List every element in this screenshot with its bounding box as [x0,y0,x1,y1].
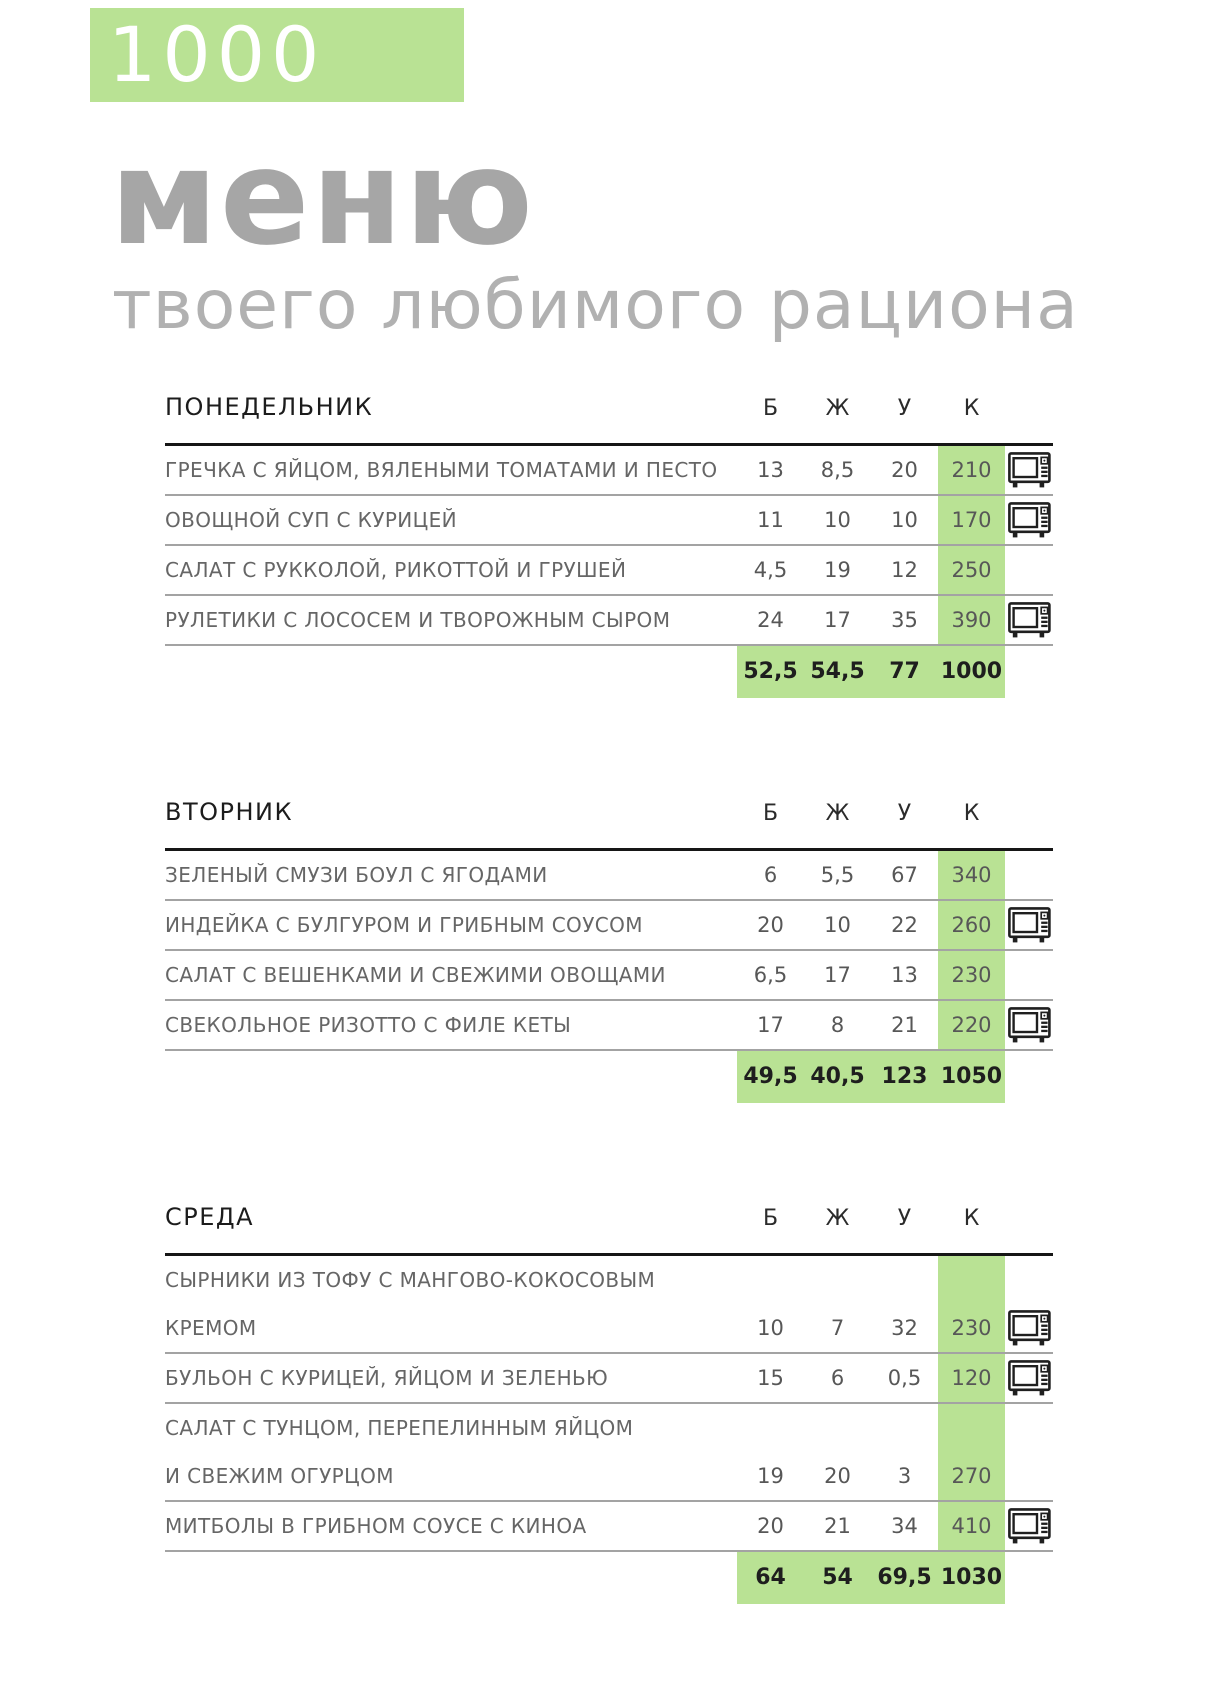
day-header [165,393,1053,421]
value-calories: 220 [951,1013,992,1038]
dish-name-line: ГРЕЧКА С ЯЙЦОМ, ВЯЛЕНЫМИ ТОМАТАМИ И ПЕСТО [165,458,718,483]
value-protein: 6,5 [753,963,788,988]
menu-row [165,1502,1053,1552]
value-fat: 19 [824,558,851,583]
reheat-icon-cell [1005,901,1053,949]
value-protein: 13 [757,458,784,483]
total-protein: 64 [755,1565,786,1591]
calories-badge-value: 1000 [108,10,326,99]
menu-row [165,851,1053,901]
menu-row [165,1404,1053,1502]
day-totals-row [165,646,1053,698]
reheat-icon-cell [1005,1001,1053,1049]
totals-icon-spacer [1005,1552,1053,1604]
column-header-fat: Ж [825,801,850,827]
nutrition-values [737,446,1005,494]
dish-name [165,596,737,644]
column-headers [737,1206,1005,1231]
reheat-icon-cell [1005,951,1053,999]
value-fat: 6 [830,1366,845,1391]
value-calories: 270 [951,1464,992,1489]
value-calories: 390 [951,608,992,633]
value-protein: 4,5 [753,558,788,583]
dish-name-line: САЛАТ С РУККОЛОЙ, РИКОТТОЙ И ГРУШЕЙ [165,558,627,583]
total-calories: 1050 [940,1064,1003,1090]
reheat-icon-cell [1005,1452,1053,1500]
microwave-icon [1008,602,1051,639]
value-fat: 8 [830,1013,845,1038]
column-header-carbs: У [897,396,912,422]
reheat-icon-cell [1005,1354,1053,1402]
dish-name-line: МИТБОЛЫ В ГРИБНОМ СОУСЕ С КИНОА [165,1514,587,1539]
nutrition-values [737,1001,1005,1049]
value-fat: 20 [824,1464,851,1489]
menu-row [165,951,1053,1001]
dish-name [165,546,737,594]
reheat-icon-cell [1005,496,1053,544]
nutrition-values [737,1354,1005,1402]
value-protein: 24 [757,608,784,633]
nutrition-values [737,496,1005,544]
value-protein: 20 [757,1514,784,1539]
value-fat: 17 [824,608,851,633]
totals-values [737,1051,1005,1103]
column-header-carbs: У [897,1206,912,1232]
column-headers [737,801,1005,826]
dish-name [165,1404,737,1500]
value-calories: 230 [951,963,992,988]
total-fat: 40,5 [810,1064,865,1090]
menu-row [165,496,1053,546]
column-header-carbs: У [897,801,912,827]
menu-row [165,1354,1053,1404]
dish-name-line: БУЛЬОН С КУРИЦЕЙ, ЯЙЦОМ И ЗЕЛЕНЬЮ [165,1366,609,1391]
value-calories: 120 [951,1366,992,1391]
total-calories: 1030 [940,1565,1003,1591]
value-carbs: 3 [897,1464,912,1489]
total-calories: 1000 [940,659,1003,685]
dish-name-line: ОВОЩНОЙ СУП С КУРИЦЕЙ [165,508,457,533]
nutrition-values [737,951,1005,999]
dish-name-line: САЛАТ С ТУНЦОМ, ПЕРЕПЕЛИННЫМ ЯЙЦОМ [165,1416,634,1441]
day-table-body [165,1256,1053,1552]
total-protein: 52,5 [743,659,798,685]
menu-row [165,596,1053,646]
column-header-fat: Ж [825,396,850,422]
value-fat: 17 [824,963,851,988]
dish-name [165,1256,737,1352]
value-carbs: 0,5 [887,1366,922,1391]
value-calories: 260 [951,913,992,938]
nutrition-values [737,851,1005,899]
totals-icon-spacer [1005,1051,1053,1103]
menu-row [165,901,1053,951]
value-carbs: 13 [891,963,918,988]
value-carbs: 20 [891,458,918,483]
microwave-icon [1008,907,1051,944]
value-carbs: 12 [891,558,918,583]
reheat-icon-cell [1005,1502,1053,1550]
dish-name-line: ИНДЕЙКА С БУЛГУРОМ И ГРИБНЫМ СОУСОМ [165,913,643,938]
reheat-icon-cell [1005,596,1053,644]
total-fat: 54 [822,1565,853,1591]
totals-values [737,1552,1005,1604]
nutrition-values [737,1502,1005,1550]
dish-name-line: КРЕМОМ [165,1316,257,1341]
column-header-calories: К [963,1206,980,1232]
day-totals-row [165,1051,1053,1103]
value-calories: 230 [951,1316,992,1341]
nutrition-values [737,1304,1005,1352]
totals-spacer [165,1552,737,1604]
day-title: СРЕДА [165,1203,255,1232]
day-title: ВТОРНИК [165,798,294,827]
day-table-body [165,446,1053,646]
value-fat: 8,5 [820,458,855,483]
day-header [165,798,1053,826]
column-header-protein: Б [762,396,779,422]
calories-badge [90,8,464,102]
value-protein: 6 [763,863,778,888]
dish-name [165,901,737,949]
totals-spacer [165,646,737,698]
microwave-icon [1008,502,1051,539]
value-fat: 10 [824,508,851,533]
value-carbs: 35 [891,608,918,633]
value-carbs: 21 [891,1013,918,1038]
dish-name [165,851,737,899]
value-protein: 17 [757,1013,784,1038]
reheat-icon-cell [1005,446,1053,494]
column-headers [737,396,1005,421]
nutrition-values [737,546,1005,594]
value-calories: 210 [951,458,992,483]
totals-spacer [165,1051,737,1103]
value-carbs: 32 [891,1316,918,1341]
microwave-icon [1008,1360,1051,1397]
dish-name-line: САЛАТ С ВЕШЕНКАМИ И СВЕЖИМИ ОВОЩАМИ [165,963,666,988]
value-protein: 11 [757,508,784,533]
value-calories: 250 [951,558,992,583]
column-header-protein: Б [762,801,779,827]
nutrition-values [737,596,1005,644]
microwave-icon [1008,452,1051,489]
reheat-icon-cell [1005,851,1053,899]
dish-name [165,446,737,494]
dish-name-line: СЫРНИКИ ИЗ ТОФУ С МАНГОВО-КОКОСОВЫМ [165,1268,656,1293]
day-title: ПОНЕДЕЛЬНИК [165,393,374,422]
day-table-body [165,851,1053,1051]
menu-row [165,546,1053,596]
value-protein: 19 [757,1464,784,1489]
reheat-icon-cell [1005,1304,1053,1352]
value-calories: 170 [951,508,992,533]
microwave-icon [1008,1508,1051,1545]
column-header-calories: К [963,801,980,827]
value-protein: 20 [757,913,784,938]
day-totals-row [165,1552,1053,1604]
value-calories: 410 [951,1514,992,1539]
reheat-icon-cell [1005,546,1053,594]
total-carbs: 69,5 [877,1565,932,1591]
dish-name [165,1001,737,1049]
value-carbs: 22 [891,913,918,938]
microwave-icon [1008,1310,1051,1347]
dish-name-line: РУЛЕТИКИ С ЛОСОСЕМ И ТВОРОЖНЫМ СЫРОМ [165,608,671,633]
menu-row [165,1001,1053,1051]
dish-name [165,951,737,999]
total-carbs: 77 [889,659,920,685]
menu-row [165,446,1053,496]
value-fat: 10 [824,913,851,938]
total-protein: 49,5 [743,1064,798,1090]
nutrition-values [737,1452,1005,1500]
dish-name-line: И СВЕЖИМ ОГУРЦОМ [165,1464,394,1489]
dish-name [165,496,737,544]
page-subtitle: твоего любимого рациона [112,266,1079,345]
totals-values [737,646,1005,698]
day-header [165,1203,1053,1231]
page-title: меню [110,121,535,275]
nutrition-values [737,901,1005,949]
value-carbs: 67 [891,863,918,888]
value-calories: 340 [951,863,992,888]
totals-icon-spacer [1005,646,1053,698]
value-protein: 10 [757,1316,784,1341]
column-header-protein: Б [762,1206,779,1232]
day-section-1 [165,798,1053,1103]
dish-name-line: СВЕКОЛЬНОЕ РИЗОТТО С ФИЛЕ КЕТЫ [165,1013,572,1038]
value-carbs: 34 [891,1514,918,1539]
total-carbs: 123 [881,1064,928,1090]
microwave-icon [1008,1007,1051,1044]
dish-name [165,1354,737,1402]
day-section-2 [165,1203,1053,1604]
day-sections [165,393,1053,1604]
menu-row [165,1256,1053,1354]
dish-name [165,1502,737,1550]
column-header-fat: Ж [825,1206,850,1232]
column-header-calories: К [963,396,980,422]
value-carbs: 10 [891,508,918,533]
value-fat: 21 [824,1514,851,1539]
value-protein: 15 [757,1366,784,1391]
value-fat: 7 [830,1316,845,1341]
total-fat: 54,5 [810,659,865,685]
day-section-0 [165,393,1053,698]
dish-name-line: ЗЕЛЕНЫЙ СМУЗИ БОУЛ С ЯГОДАМИ [165,863,548,888]
value-fat: 5,5 [820,863,855,888]
